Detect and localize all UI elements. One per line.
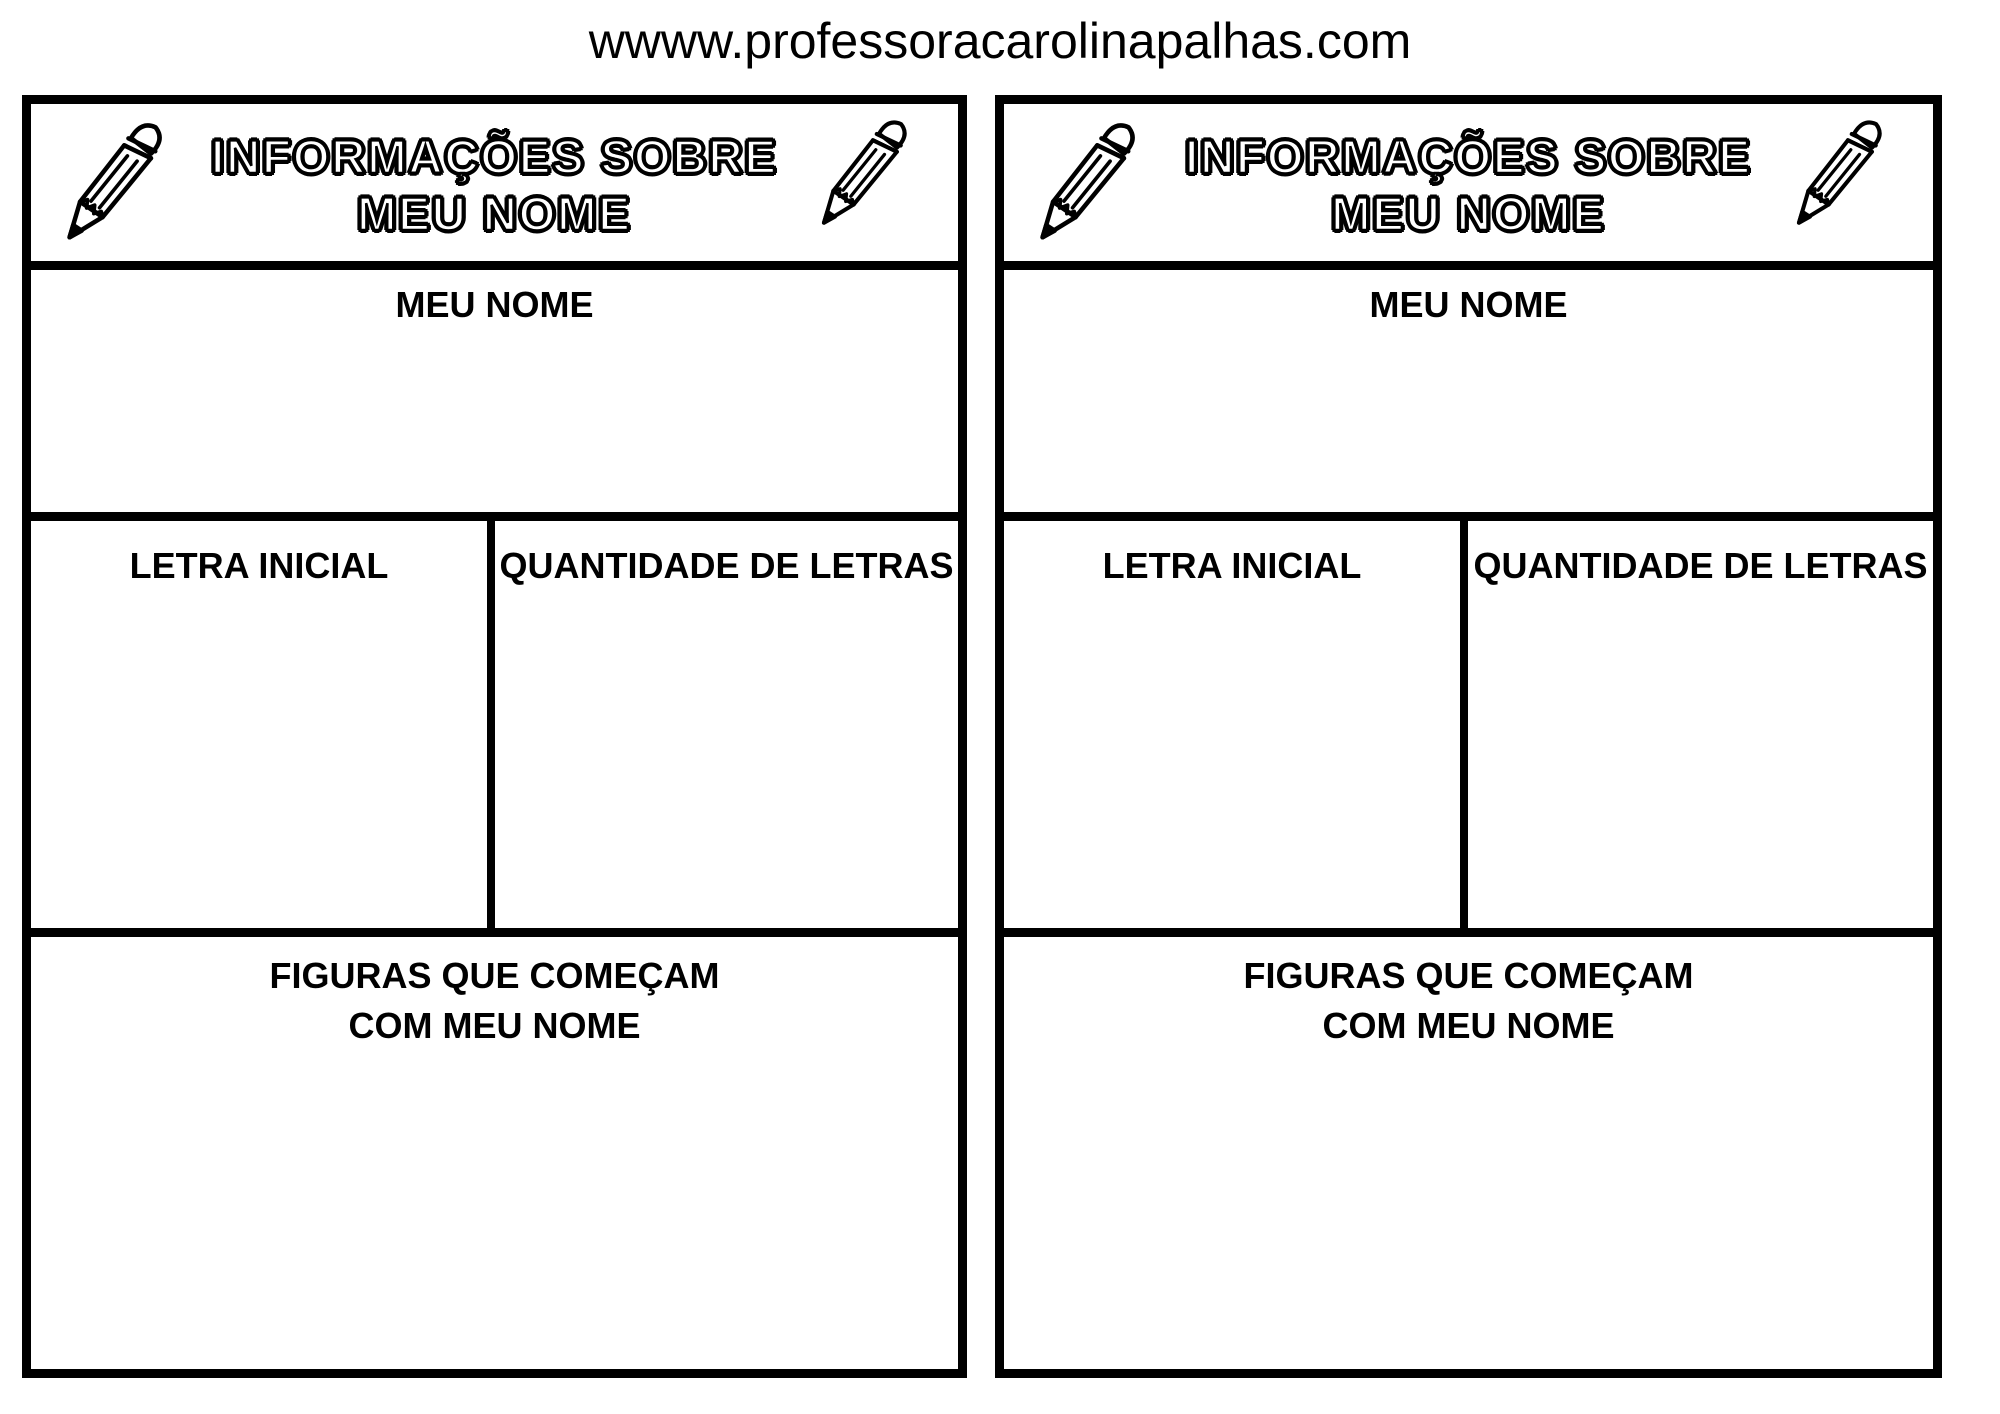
card-header — [31, 104, 958, 270]
initial-letter-cell — [1004, 521, 1468, 928]
figures-section — [1004, 937, 1933, 1369]
pencil-icon — [1775, 104, 1900, 243]
name-section-label: MEU NOME — [1369, 284, 1568, 325]
card-title-line2: MEU NOME — [357, 186, 632, 240]
pencil-icon — [1016, 106, 1154, 260]
columns-section — [31, 521, 958, 937]
card-header — [1004, 104, 1933, 270]
figures-label-line2: COM MEU NOME — [348, 1005, 641, 1046]
pencil-icon — [43, 106, 181, 260]
name-section — [1004, 270, 1933, 521]
letter-count-label: QUANTIDADE DE LETRAS — [1473, 545, 1928, 586]
worksheet-card-left — [22, 95, 967, 1378]
figures-label-line1: FIGURAS QUE COMEÇAM — [1243, 955, 1694, 996]
card-title-line1: INFORMAÇÕES SOBRE — [211, 129, 778, 183]
figures-section — [31, 937, 958, 1369]
letter-count-cell — [495, 521, 958, 928]
initial-letter-cell — [31, 521, 495, 928]
site-url: wwww.professoracarolinapalhas.com — [588, 13, 1412, 69]
name-section-label: MEU NOME — [395, 284, 594, 325]
columns-section — [1004, 521, 1933, 937]
letter-count-cell — [1468, 521, 1933, 928]
figures-label-line1: FIGURAS QUE COMEÇAM — [269, 955, 720, 996]
letter-count-label: QUANTIDADE DE LETRAS — [499, 545, 954, 586]
pencil-icon — [800, 104, 925, 243]
initial-letter-label: LETRA INICIAL — [129, 545, 389, 586]
figures-label-line2: COM MEU NOME — [1322, 1005, 1615, 1046]
card-title-line2: MEU NOME — [1331, 186, 1606, 240]
card-title-line1: INFORMAÇÕES SOBRE — [1185, 129, 1752, 183]
name-section — [31, 270, 958, 521]
worksheet-card-right — [995, 95, 1942, 1378]
initial-letter-label: LETRA INICIAL — [1102, 545, 1362, 586]
